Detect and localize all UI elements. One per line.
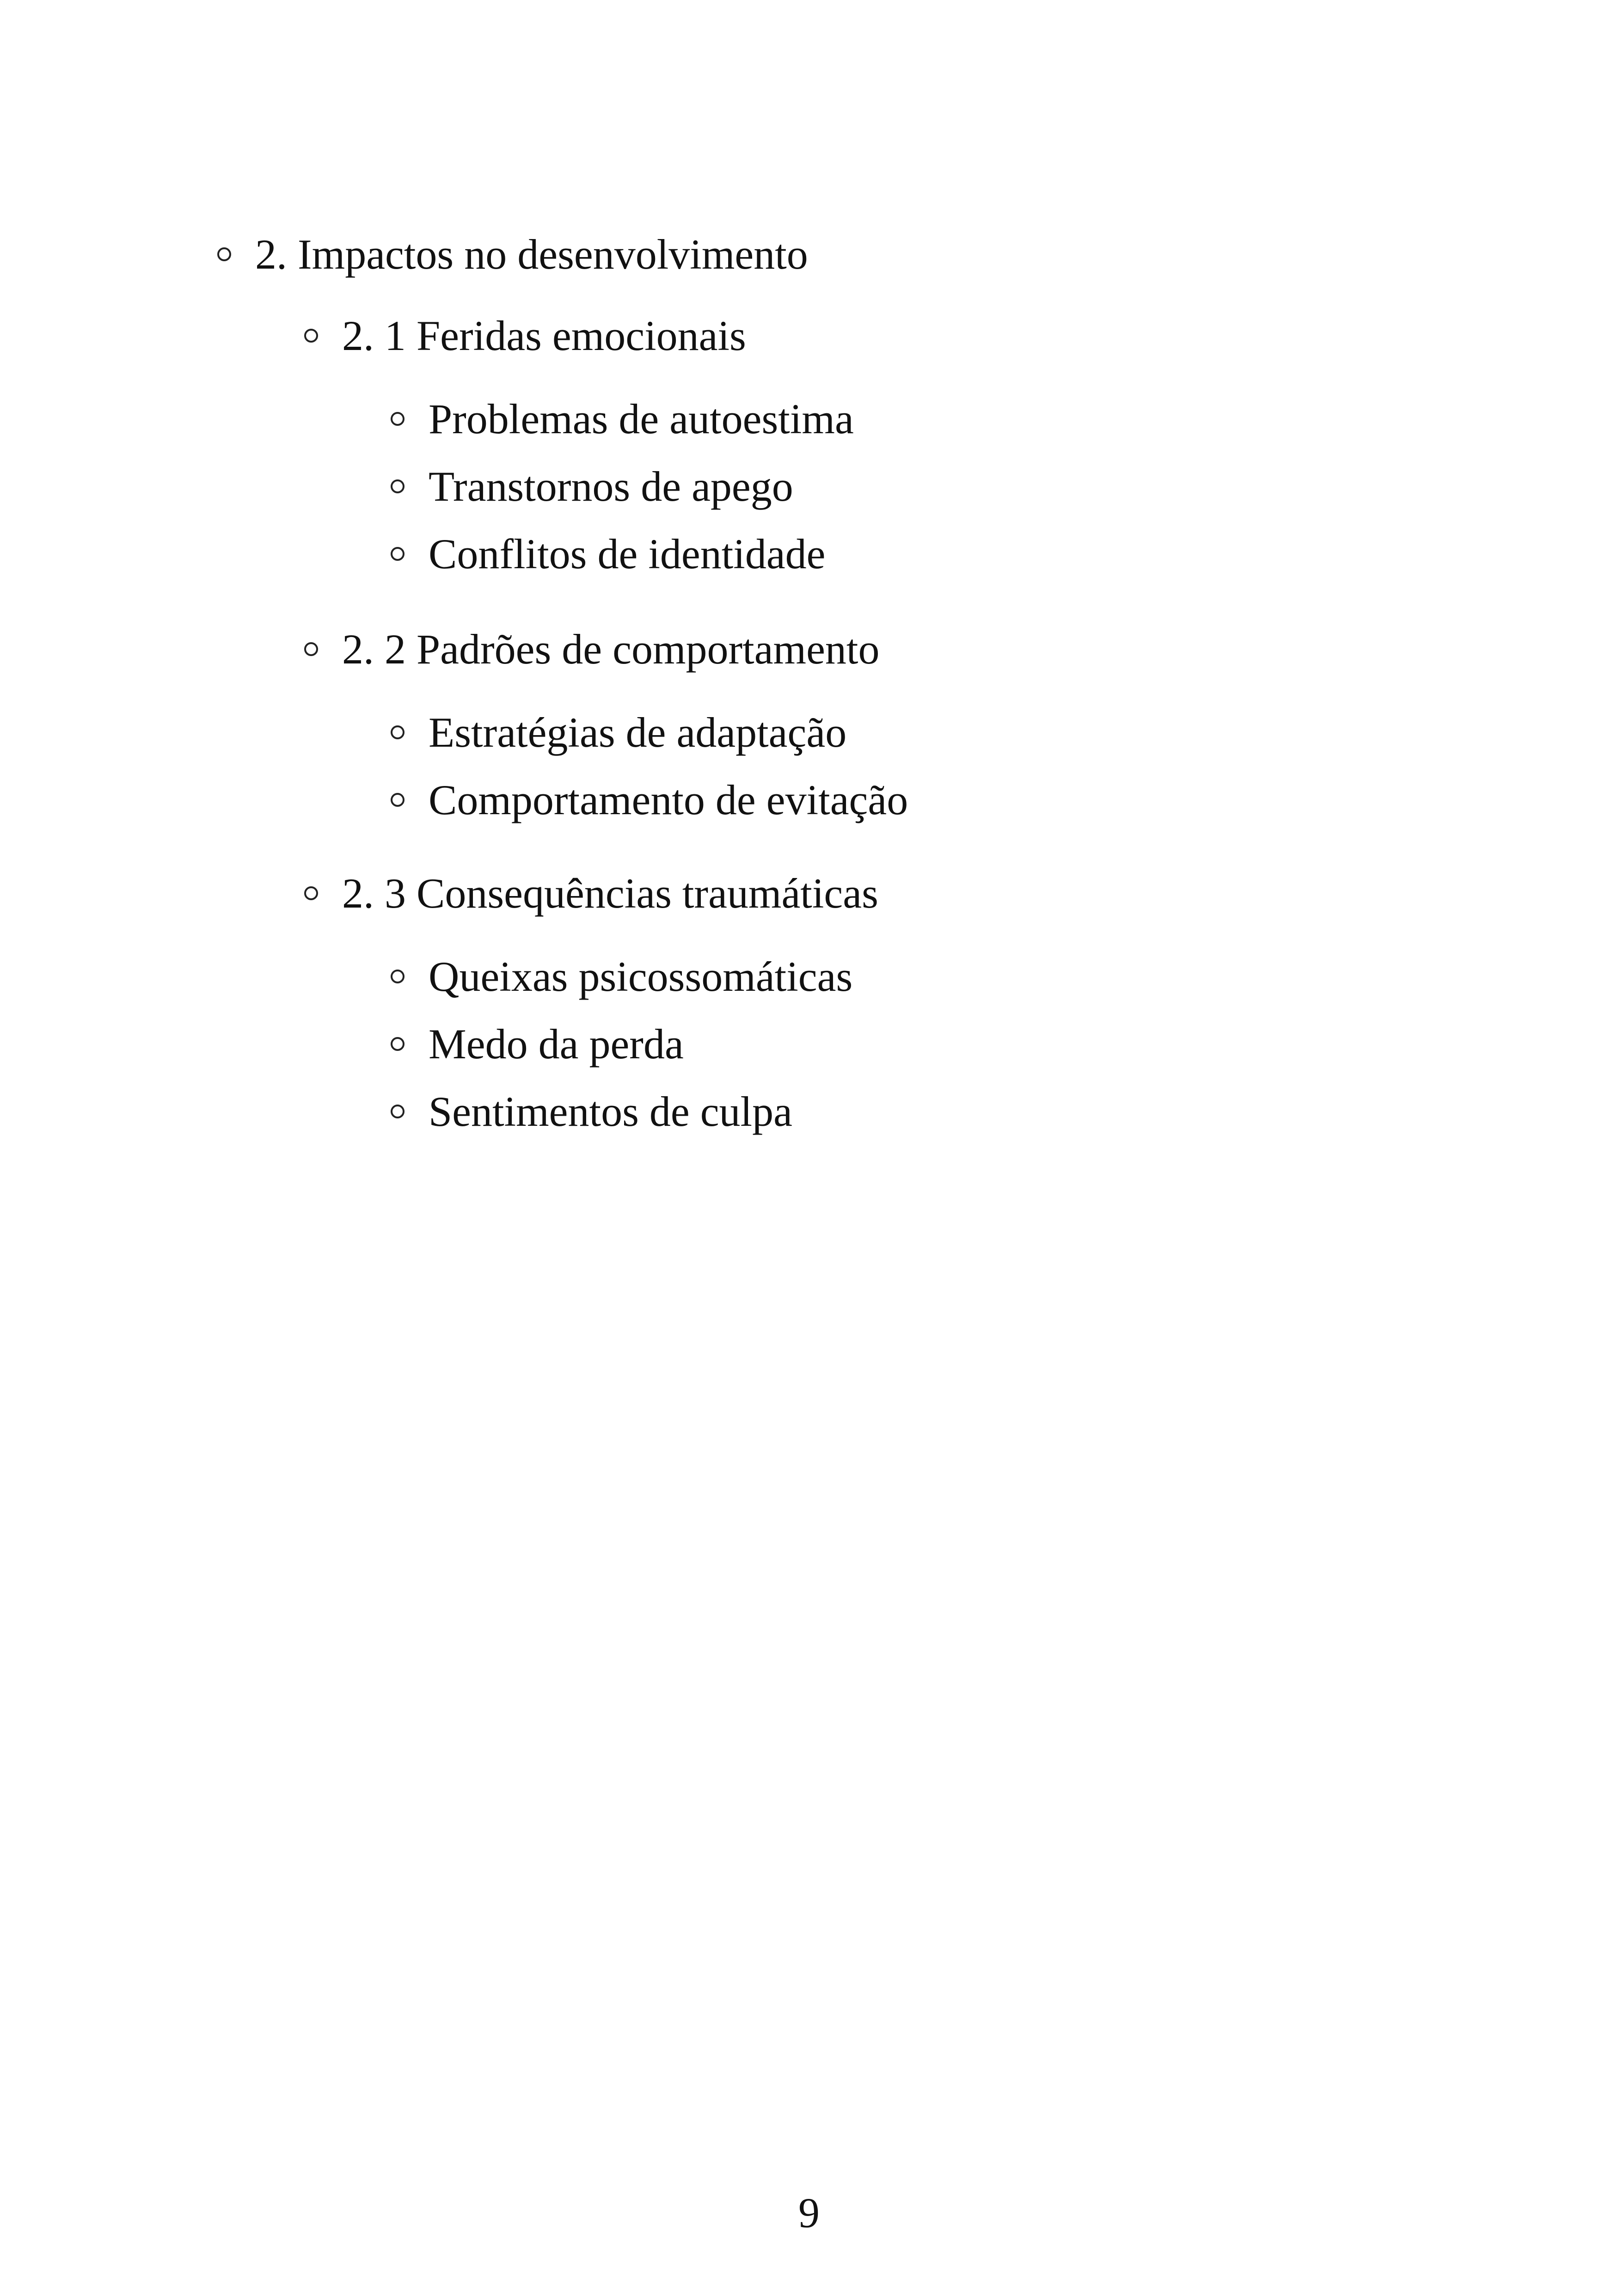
circle-bullet-icon [391, 479, 404, 493]
page-number: 9 [798, 2189, 820, 2236]
section-title [304, 626, 880, 673]
list-item-text: Problemas de autoestima [429, 395, 854, 442]
list-item [391, 711, 846, 754]
circle-bullet-icon [391, 1037, 404, 1051]
list-item-text: Sentimentos de culpa [429, 1088, 792, 1135]
section-title [304, 314, 746, 357]
list-item [391, 776, 908, 823]
circle-bullet-icon [391, 547, 404, 561]
circle-bullet-icon [391, 725, 404, 739]
section-title [304, 872, 878, 915]
list-item [391, 1090, 792, 1133]
list-item [391, 465, 793, 508]
list-item [391, 530, 826, 577]
list-item-text: Comportamento de evitação [429, 776, 908, 823]
list-item [391, 1020, 684, 1068]
list-item [391, 955, 852, 998]
circle-bullet-icon [304, 329, 318, 343]
list-item [391, 395, 854, 442]
list-item-text: Queixas psicossomáticas [429, 953, 853, 1000]
circle-bullet-icon [304, 886, 318, 900]
list-item-text: Conflitos de identidade [429, 530, 826, 577]
circle-bullet-icon [391, 412, 404, 426]
outline-heading-text: 2. Impactos no desenvolvimento [255, 231, 808, 278]
section-title-text: 2. 3 Consequências traumáticas [342, 870, 878, 917]
circle-bullet-icon [304, 642, 318, 656]
circle-bullet-icon [391, 1105, 404, 1118]
list-item-text: Estratégias de adaptação [429, 709, 847, 756]
list-item-text: Transtornos de apego [429, 463, 793, 510]
section-title-text: 2. 2 Padrões de comportamento [342, 626, 880, 673]
circle-bullet-icon [217, 247, 231, 261]
section-title-text: 2. 1 Feridas emocionais [342, 312, 746, 359]
circle-bullet-icon [391, 970, 404, 983]
outline-heading [217, 233, 808, 276]
circle-bullet-icon [391, 793, 404, 807]
list-item-text: Medo da perda [429, 1020, 684, 1068]
